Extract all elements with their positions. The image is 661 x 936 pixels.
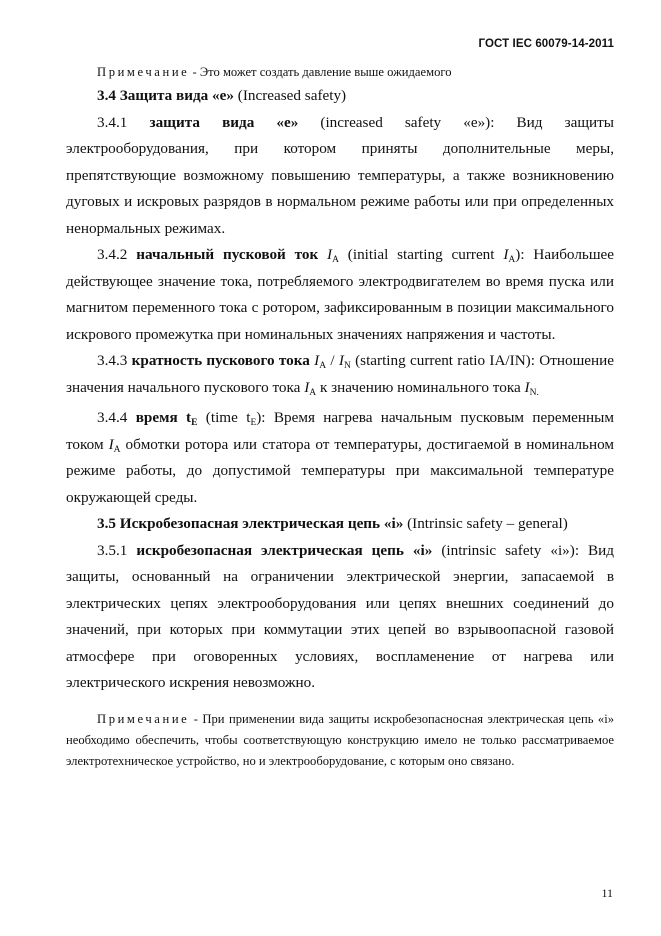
clause-term: защита вида «е»	[149, 113, 299, 131]
clause-number: 3.5.1	[97, 541, 137, 559]
symbol-i: I	[108, 435, 114, 453]
note-1	[66, 62, 614, 83]
clause-term: искробезопасная электрическая цепь «i»	[136, 541, 433, 559]
text-sub: E	[250, 418, 257, 428]
symbol-sub: A	[508, 255, 516, 265]
symbol-i: I	[304, 378, 310, 396]
clause-text-1: (starting current ratio IA/IN): Отношение значения начального пускового тока	[66, 352, 615, 396]
clause-3-4-1	[66, 110, 614, 243]
clause-text-3: обмотки ротора или статора от температуры, достигаемой в номинальном режиме работы, до допустимой температуры при максимальной температуре окружающей среды.	[66, 435, 614, 506]
heading-bold: 3.4 Защита вида «е»	[97, 87, 234, 104]
standard-code-header: ГОСТ IEC 60079-14-2011	[478, 38, 614, 50]
symbol-sub: A	[332, 255, 339, 265]
symbol-i: I	[524, 378, 530, 396]
page-content	[66, 62, 614, 772]
term-sub: E	[191, 418, 198, 428]
note-text: - Это может создать давление выше ожидаемого	[189, 65, 452, 79]
heading-rest: (Intrinsic safety – general)	[403, 515, 568, 532]
symbol-i: I	[314, 352, 320, 369]
clause-text-2: ): Наибольшее действующее значение тока, потребляемого электродвигателем во время пуска или магнитом переменного тока с ротором, зафиксированным в позиции максимального искрового промежутка при номинальных значениях напряжения и частоты.	[66, 246, 615, 343]
section-heading-3-4	[66, 83, 614, 110]
symbol-sub: N.	[529, 387, 539, 398]
clause-text-1: (time t	[197, 409, 251, 426]
symbol-sub: A	[113, 444, 121, 455]
note-label: Примечание	[97, 65, 190, 79]
heading-bold: 3.5 Искробезопасная электрическая цепь «i»	[97, 515, 404, 532]
section-heading-3-5	[66, 511, 614, 538]
clause-term: начальный пусковой ток	[136, 246, 319, 263]
clause-number: 3.4.1	[97, 113, 150, 131]
symbol-sub: A	[309, 387, 317, 398]
clause-term: кратность пускового тока	[131, 352, 310, 369]
clause-text-1: (initial starting current	[338, 246, 504, 263]
clause-number: 3.4.3	[97, 352, 132, 369]
note-2	[66, 709, 614, 772]
clause-3-5-1	[66, 538, 614, 697]
clause-number: 3.4.4	[97, 409, 136, 426]
clause-text-2: к значению номинального тока	[316, 378, 525, 396]
clause-3-4-4	[66, 405, 614, 511]
note-label: Примечание	[97, 711, 190, 726]
clause-3-4-2	[66, 242, 614, 348]
clause-text: (intrinsic safety «i»): Вид защиты, основанный на ограничении электрической энергии, запасаемой в электрических цепях электрооборудования или цепях внешних соединений до значений, при которых при коммутации этих цепей во взрывоопасной газовой атмосфере при оговоренных условиях, воспламенение от нагрева или электрического искрения невозможно.	[66, 541, 615, 691]
clause-text-2: ): Время нагрева начальным пусковым переменным током	[66, 409, 614, 453]
clause-text: (increased safety «e»): Вид защиты электрооборудования, при котором приняты дополнительные меры, препятствующие возможному повышению температуры, а также возникновению дуговых и искровых разрядов в нормальном режиме работы или при определенных ненормальных режимах.	[66, 113, 614, 237]
symbol-sub: N	[343, 361, 351, 371]
symbol-sub: A	[319, 361, 327, 371]
clause-number: 3.4.2	[97, 246, 137, 263]
symbol-i: I	[327, 246, 333, 263]
slash: /	[326, 352, 339, 369]
heading-rest: (Increased safety)	[233, 87, 347, 104]
clause-term: время t	[135, 409, 192, 426]
symbol-i: I	[503, 246, 509, 263]
clause-3-4-3	[66, 348, 614, 401]
symbol-i: I	[338, 352, 344, 369]
note-text: - При применении вида защиты искробезопасносная электрическая цепь «i» необходимо обеспечить, чтобы соответствующую конструкцию имело не только рассматриваемое электротехническое устройство, но и электрооборудование, с которым оно связано.	[66, 711, 614, 768]
page-number: 11	[601, 886, 613, 900]
